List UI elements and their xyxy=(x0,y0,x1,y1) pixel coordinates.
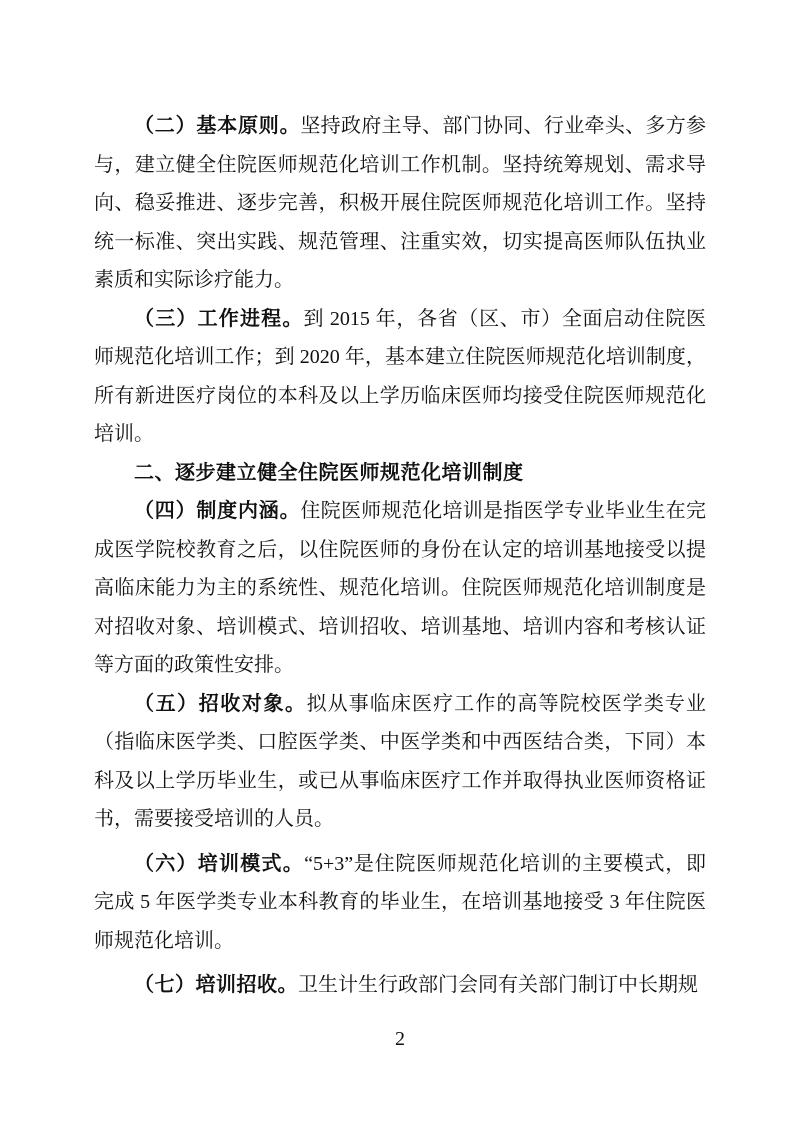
paragraph-label: （五）招收对象。 xyxy=(134,692,307,715)
paragraph-system-content xyxy=(94,492,706,685)
paragraph-work-schedule xyxy=(94,300,706,454)
paragraph-label: （四）制度内涵。 xyxy=(134,500,301,522)
page-number: 2 xyxy=(395,1028,405,1050)
document-body xyxy=(94,107,706,1005)
paragraph-text: 住院医师规范化培训是指医学专业毕业生在完成医学院校教育之后，以住院医师的身份在认定的培训基地接受以提高临床能力为主的系统性、规范化培训。住院医师规范化培训制度是对招收对象、培训模式、培训招收、培训基地、培训内容和考核认证等方面的政策性安排。 xyxy=(94,500,707,676)
section-heading-2 xyxy=(94,454,706,493)
paragraph-label: （七）培训招收。 xyxy=(134,974,298,996)
paragraph-label: （二）基本原则。 xyxy=(134,115,301,137)
paragraph-text: 到 2015 年，各省（区、市）全面启动住院医师规范化培训工作；到 2020 年，基本建立住院医师规范化培训制度，所有新进医疗岗位的本科及以上学历临床医师均接受住院医师规范化培训。 xyxy=(94,307,707,445)
paragraph-label: （六）培训模式。 xyxy=(134,852,305,875)
paragraph-label: （三）工作进程。 xyxy=(134,307,304,330)
section-heading-text: 二、逐步建立健全住院医师规范化培训制度 xyxy=(134,461,524,484)
paragraph-basic-principles xyxy=(94,107,706,300)
paragraph-text: “5+3”是住院医师规范化培训的主要模式，即完成 5 年医学类专业本科教育的毕业生，在培训基地接受 3 年住院医师规范化培训。 xyxy=(94,852,706,952)
paragraph-training-recruitment xyxy=(94,966,706,1005)
paragraph-training-model xyxy=(94,845,706,961)
paragraph-recruitment-targets xyxy=(94,685,706,839)
paragraph-text: 卫生计生行政部门会同有关部门制订中长期规 xyxy=(298,974,698,996)
paragraph-text: 拟从事临床医疗工作的高等院校医学类专业（指临床医学类、口腔医学类、中医学类和中西医结合类，下同）本科及以上学历毕业生，或已从事临床医疗工作并取得执业医师资格证书，需要接受培训的人员。 xyxy=(94,692,707,830)
paragraph-text: 坚持政府主导、部门协同、行业牵头、多方参与，建立健全住院医师规范化培训工作机制。坚持统筹规划、需求导向、稳妥推进、逐步完善，积极开展住院医师规范化培训工作。坚持统一标准、突出实践、规范管理、注重实效，切实提高医师队伍执业素质和实际诊疗能力。 xyxy=(94,115,707,291)
